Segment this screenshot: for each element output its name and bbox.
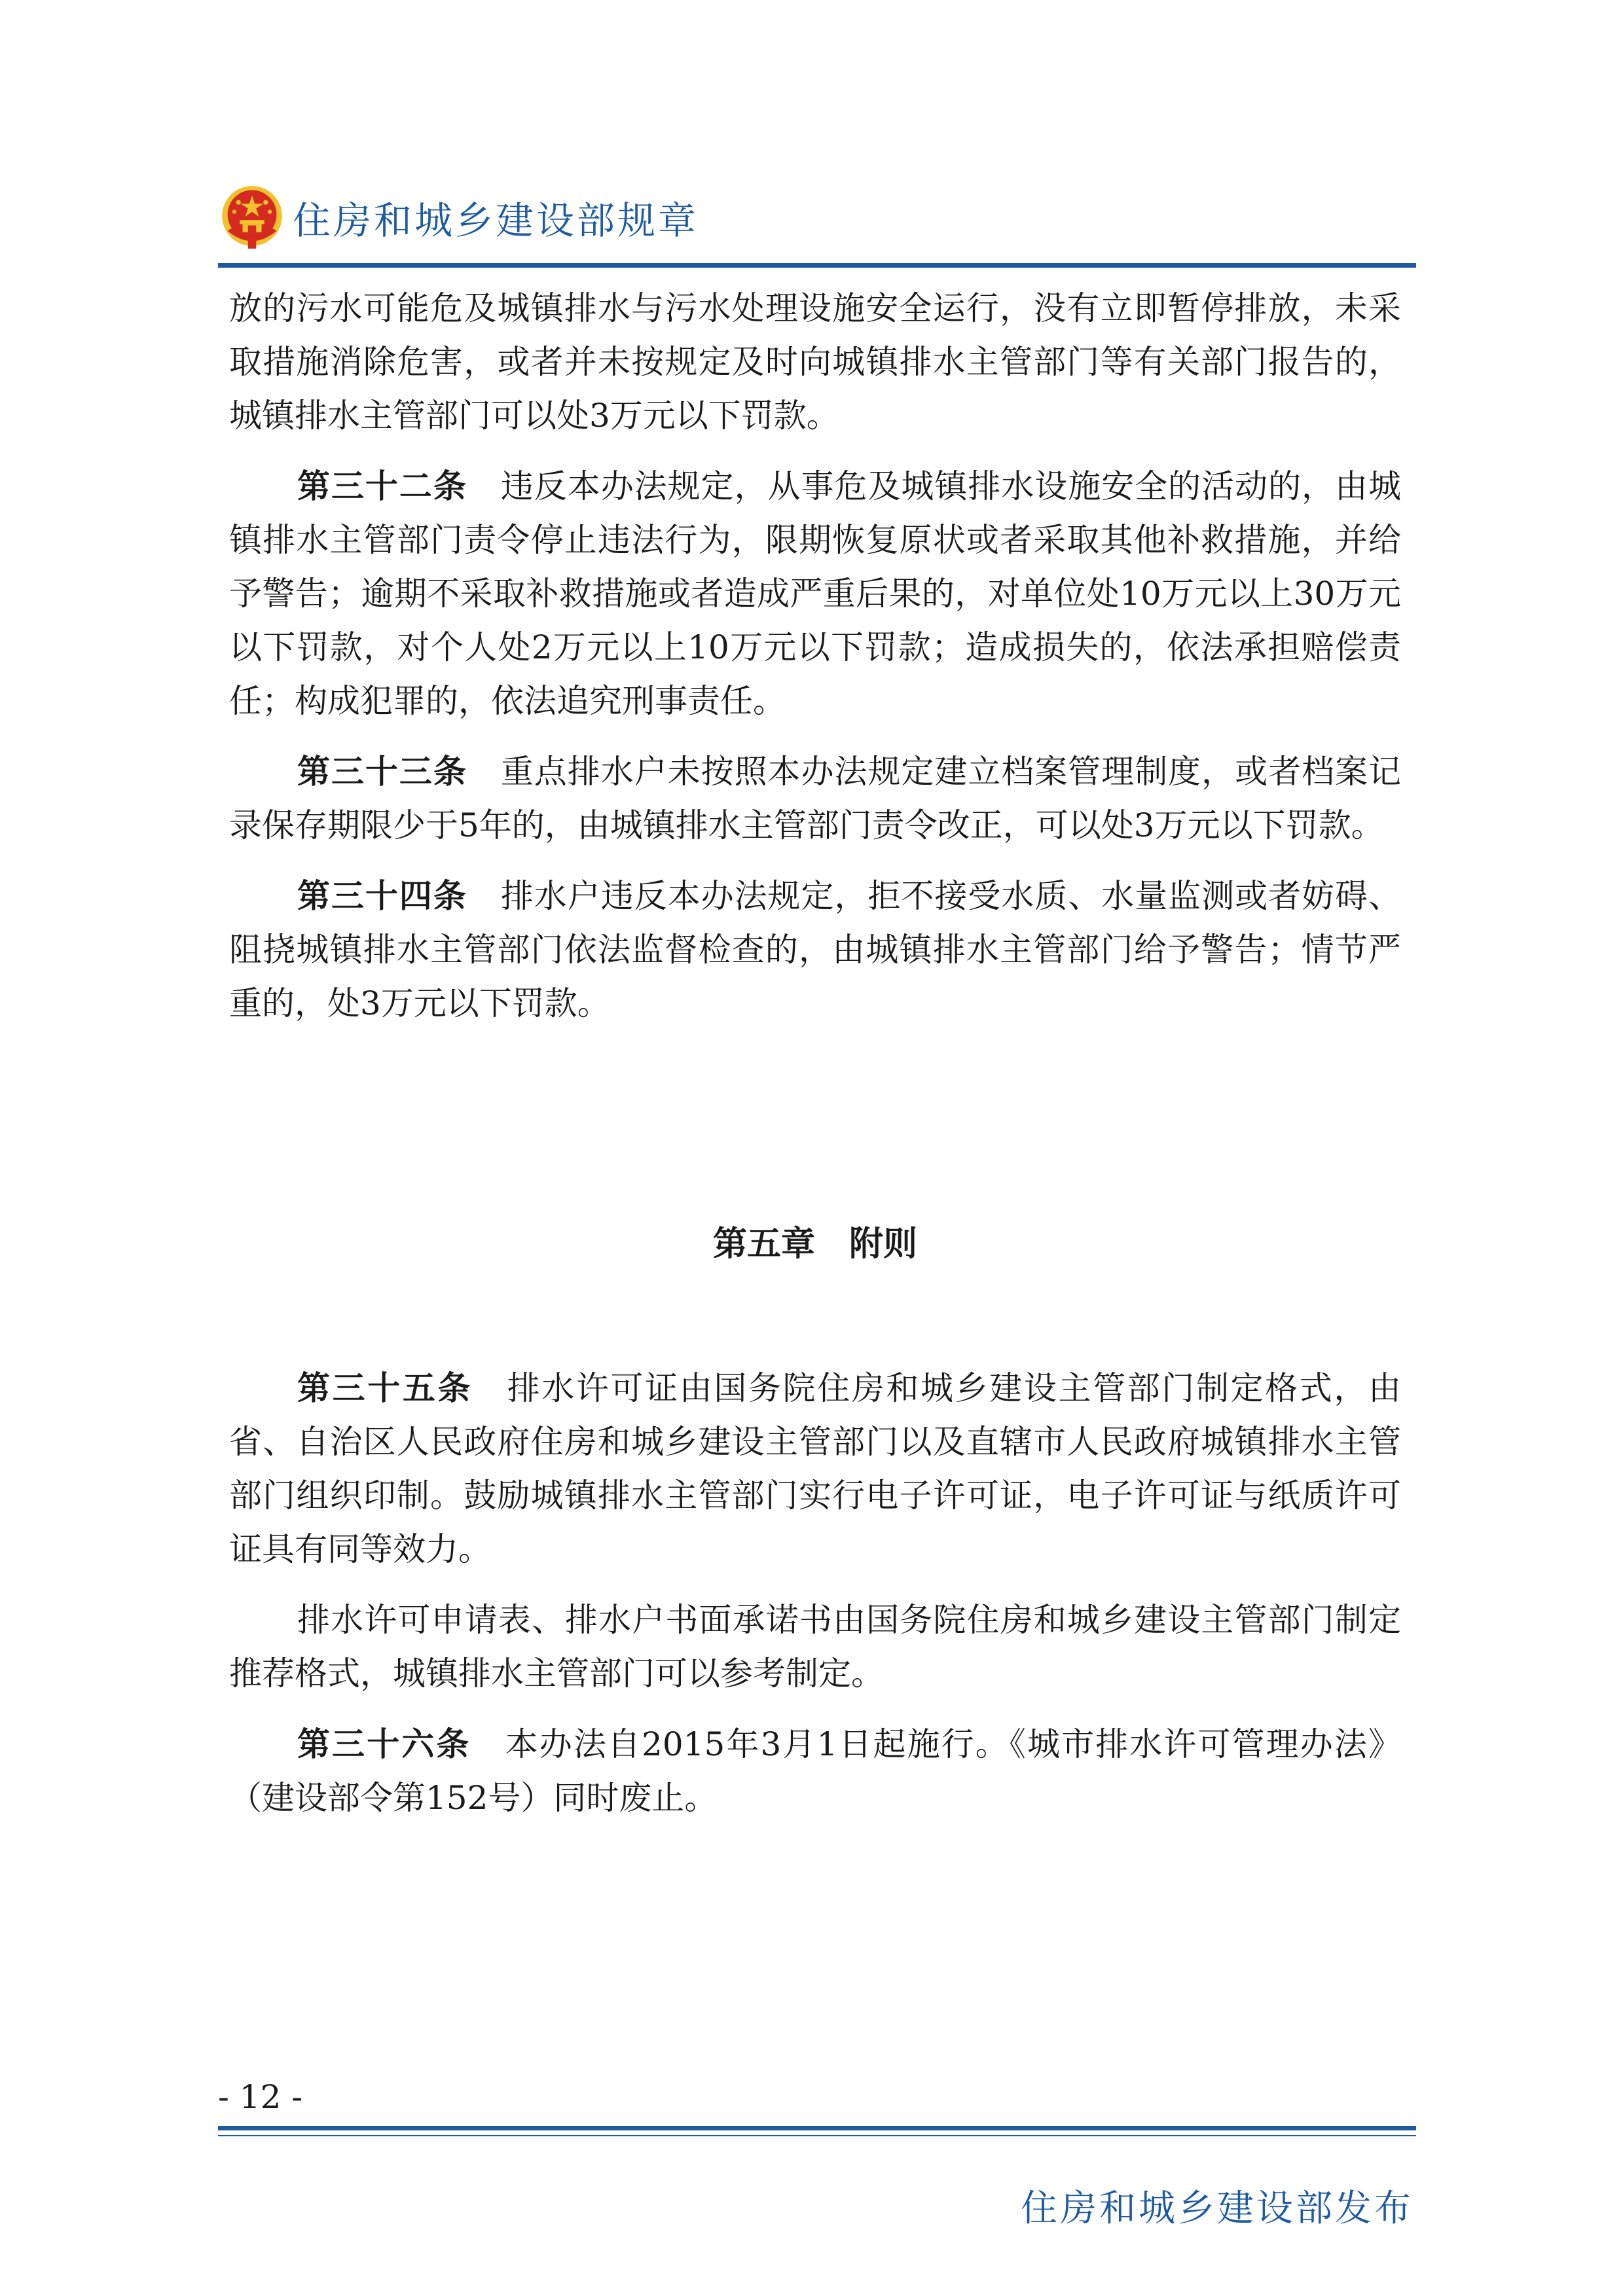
article-35: 第三十五条 排水许可证由国务院住房和城乡建设主管部门制定格式，由省、自治区人民政府住房和城乡建设主管部门以及直辖市人民政府城镇排水主管部门组织印制。鼓励城镇排水主管部门实行电子许可证，电子许可证与纸质许可证具有同等效力。 xyxy=(229,1369,1402,1568)
article-number: 第三十三条 xyxy=(297,753,467,791)
header-rule xyxy=(218,263,1416,268)
article-32: 第三十二条 违反本办法规定，从事危及城镇排水设施安全的活动的，由城镇排水主管部门责令停止违法行为，限期恢复原状或者采取其他补救措施，并给予警告；逾期不采取补救措施或者造成严重后果的，对单位处10万元以上30万元以下罚款，对个人处2万元以上10万元以下罚款；造成损失的，依法承担赔偿责任；构成犯罪的，依法追究刑事责任。 xyxy=(229,467,1401,720)
footer-rule-thin xyxy=(218,2135,1416,2136)
page-number: - 12 - xyxy=(218,2078,303,2116)
footer-rule xyxy=(218,2126,1416,2130)
header-title: 住房和城乡建设部规章 xyxy=(293,198,699,243)
paragraph: 排水许可申请表、排水户书面承诺书由国务院住房和城乡建设主管部门制定推荐格式，城镇排水主管部门可以参考制定。 xyxy=(229,1601,1401,1693)
article-number: 第三十六条 xyxy=(297,1725,471,1763)
chapter-title: 第五章 附则 xyxy=(712,1225,917,1264)
article-36: 第三十六条 本办法自2015年3月1日起施行。《城市排水许可管理办法》（建设部令第152号）同时废止。 xyxy=(229,1725,1402,1817)
article-number: 第三十五条 xyxy=(297,1369,473,1407)
article-34: 第三十四条 排水户违反本办法规定，拒不接受水质、水量监测或者妨碍、阻挠城镇排水主管部门依法监督检查的，由城镇排水主管部门给予警告；情节严重的，处3万元以下罚款。 xyxy=(229,877,1401,1022)
body-section-2 xyxy=(229,1361,1401,1825)
paragraph: 放的污水可能危及城镇排水与污水处理设施安全运行，没有立即暂停排放，未采取措施消除危害，或者并未按规定及时向城镇排水主管部门等有关部门报告的，城镇排水主管部门可以处3万元以下罚款。 xyxy=(229,289,1401,435)
page-header xyxy=(218,178,1416,270)
article-number: 第三十四条 xyxy=(297,877,467,915)
footer-publisher: 住房和城乡建设部发布 xyxy=(1021,2187,1413,2230)
body-section-1 xyxy=(229,281,1401,1030)
national-emblem-icon xyxy=(218,183,286,251)
article-number: 第三十二条 xyxy=(297,467,467,505)
article-33: 第三十三条 重点排水户未按照本办法规定建立档案管理制度，或者档案记录保存期限少于5年的，由城镇排水主管部门责令改正，可以处3万元以下罚款。 xyxy=(229,753,1401,844)
